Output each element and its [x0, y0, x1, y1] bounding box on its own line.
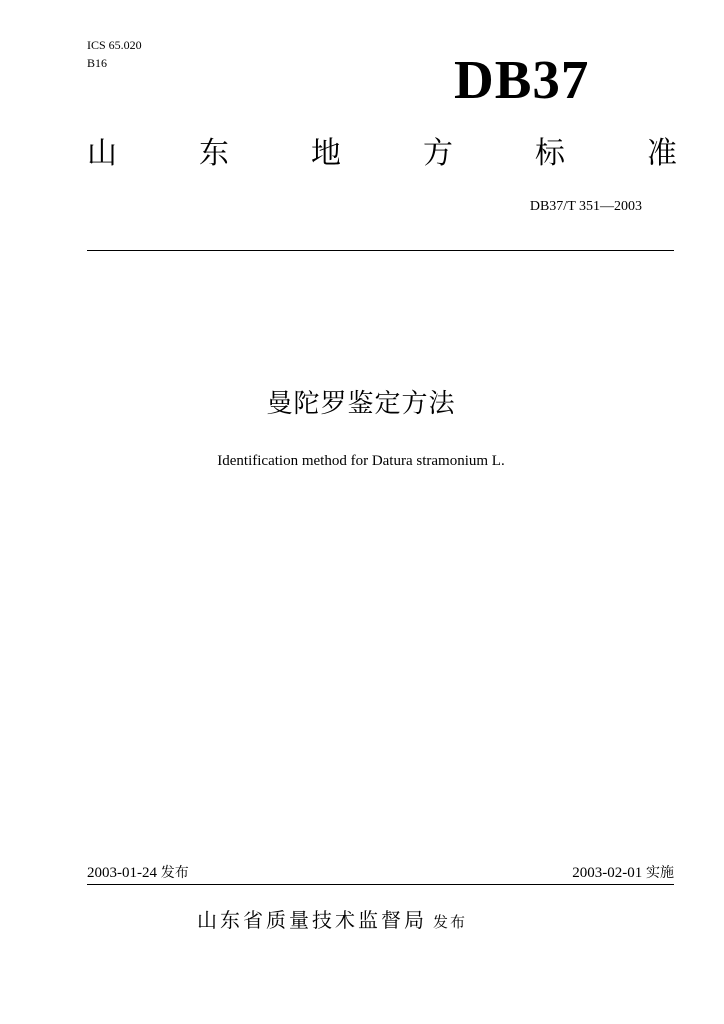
issuing-authority: [197, 905, 467, 937]
document-title-cn: 曼陀罗鉴定方法: [266, 389, 456, 419]
effective-label: 实施: [646, 865, 674, 881]
document-title-en: Identification method for Datura stramonium L.: [217, 453, 505, 469]
standard-type-char: 准: [647, 136, 677, 171]
standard-type-char: 东: [199, 136, 229, 171]
standard-type-char: 山: [87, 136, 117, 171]
issuer-name: 山东省质量技术监督局: [197, 908, 427, 932]
ics-code: ICS 65.020: [87, 38, 142, 52]
standard-type-char: 标: [535, 136, 565, 171]
standard-number: DB37/T 351—2003: [529, 199, 642, 214]
top-divider: [87, 250, 674, 251]
standard-type-char: 方: [423, 136, 453, 171]
effective-date: 2003-02-01: [572, 865, 643, 881]
issue-date: 2003-01-24: [87, 865, 157, 881]
standard-type-title: [87, 134, 677, 174]
classification-code: B16: [87, 56, 108, 70]
issuer-suffix: 发布: [433, 913, 468, 931]
issue-label: 发布: [160, 865, 189, 881]
effective-date-line: [572, 864, 674, 882]
db37-logo: DB37: [454, 49, 590, 110]
bottom-divider: [87, 884, 674, 885]
standard-type-char: 地: [311, 136, 341, 171]
issue-date-line: [87, 864, 189, 882]
